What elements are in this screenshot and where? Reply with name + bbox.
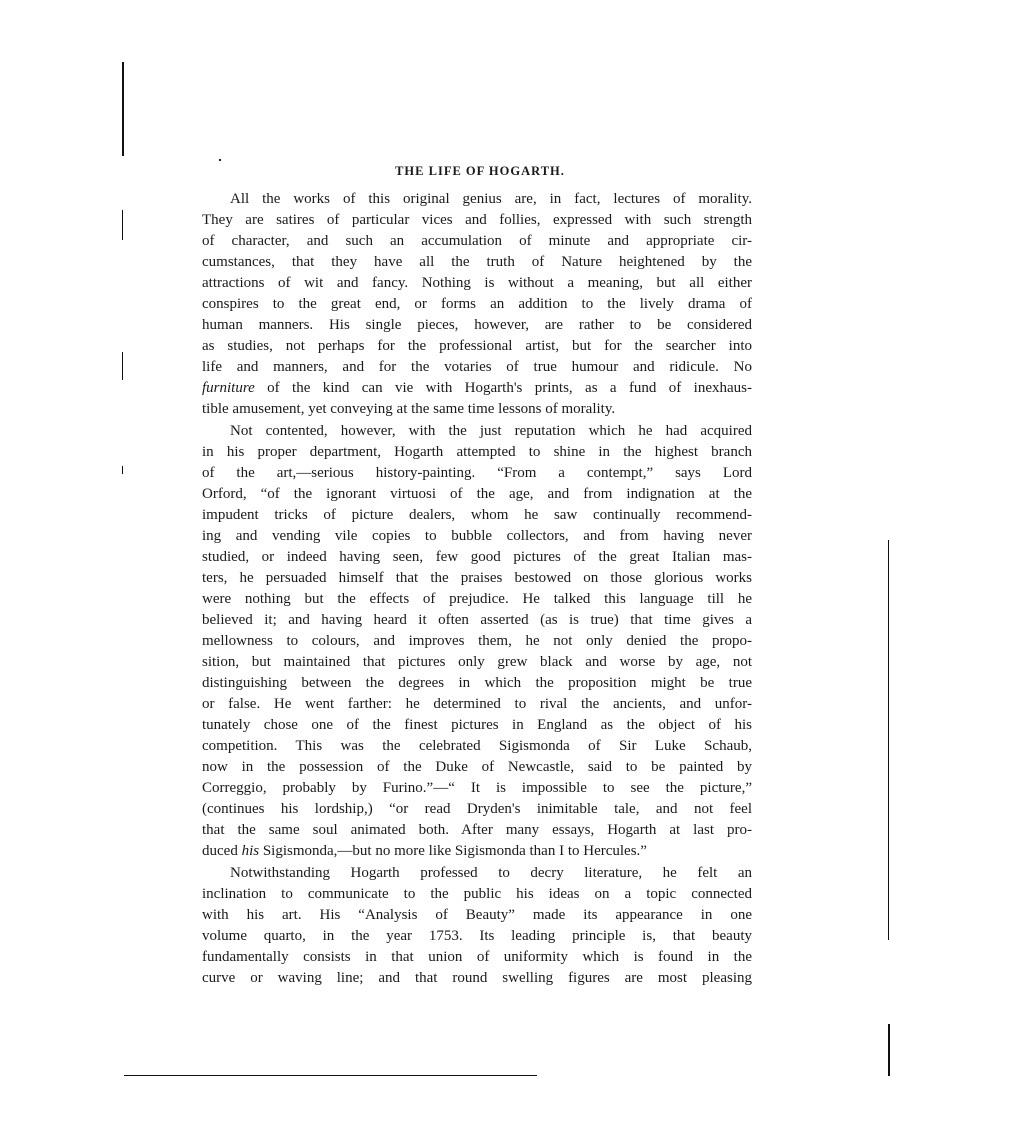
text-line: of character, and such an accumulation of minute and appropriate cir-	[202, 233, 752, 249]
text-line: impudent tricks of picture dealers, whom he saw continually recommend-	[202, 507, 752, 523]
text-run: of the kind can vie with Hogarth's prints, as a fund of inexhaus-	[254, 380, 752, 396]
text-line: in his proper department, Hogarth attempted to shine in the highest branch	[202, 444, 752, 460]
text-line: competition. This was the celebrated Sigismonda of Sir Luke Schaub,	[202, 738, 752, 754]
text-line: as studies, not perhaps for the professional artist, but for the searcher into	[202, 338, 752, 354]
text-line: life and manners, and for the votaries of true humour and ridicule. No	[202, 359, 752, 375]
text-run: Sigismonda,—but no more like Sigismonda than I to Hercules.”	[259, 843, 647, 859]
ink-speck	[219, 159, 221, 161]
text-line: They are satires of particular vices and follies, expressed with such strength	[202, 212, 752, 228]
body-text	[202, 189, 752, 989]
text-line: tunately chose one of the finest pictures in England as the object of his	[202, 717, 752, 733]
scan-edge-line	[122, 352, 123, 380]
text-line: volume quarto, in the year 1753. Its leading principle is, that beauty	[202, 928, 752, 944]
scan-edge-line	[888, 1024, 890, 1076]
text-line: Orford, “of the ignorant virtuosi of the age, and from indignation at the	[202, 486, 752, 502]
paragraph	[202, 189, 752, 420]
text-line: or false. He went farther: he determined to rival the ancients, and unfor-	[202, 696, 752, 712]
text-line: inclination to communicate to the public his ideas on a topic connected	[202, 886, 752, 902]
text-line: ing and vending vile copies to bubble collectors, and from having never	[202, 528, 752, 544]
italic-word: his	[241, 843, 260, 859]
text-line: distinguishing between the degrees in which the proposition might be true	[202, 675, 752, 691]
text-line	[202, 378, 752, 399]
text-line: curve or waving line; and that round swelling figures are most pleasing	[202, 970, 752, 986]
text-line: cumstances, that they have all the truth of Nature heightened by the	[202, 254, 752, 270]
text-line: believed it; and having heard it often asserted (as is true) that time gives a	[202, 612, 752, 628]
text-line: with his art. His “Analysis of Beauty” made its appearance in one	[202, 907, 752, 923]
scan-edge-line	[122, 62, 124, 156]
text-line: of the art,—serious history-painting. “From a contempt,” says Lord	[202, 465, 752, 481]
scan-edge-line	[888, 540, 889, 940]
text-line: Notwithstanding Hogarth professed to decry literature, he felt an	[230, 865, 752, 881]
text-line: human manners. His single pieces, however, are rather to be considered	[202, 317, 752, 333]
text-line: fundamentally consists in that union of uniformity which is found in the	[202, 949, 752, 965]
text-line: ters, he persuaded himself that the praises bestowed on those glorious works	[202, 570, 752, 586]
text-line: conspires to the great end, or forms an addition to the lively drama of	[202, 296, 752, 312]
text-line: sition, but maintained that pictures only grew black and worse by age, not	[202, 654, 752, 670]
paragraph	[202, 863, 752, 989]
text-line: mellowness to colours, and improves them, he not only denied the propo-	[202, 633, 752, 649]
text-line: studied, or indeed having seen, few good pictures of the great Italian mas-	[202, 549, 752, 565]
text-line: Not contented, however, with the just reputation which he had acquired	[230, 423, 752, 439]
scan-edge-line	[124, 1075, 537, 1076]
text-line: (continues his lordship,) “or read Dryden's inimitable tale, and not feel	[202, 801, 752, 817]
scan-edge-line	[122, 210, 123, 240]
text-line: were nothing but the effects of prejudice. He talked this language till he	[202, 591, 752, 607]
text-line: now in the possession of the Duke of Newcastle, said to be painted by	[202, 759, 752, 775]
text-line: that the same soul animated both. After many essays, Hogarth at last pro-	[202, 822, 752, 838]
paragraph	[202, 421, 752, 862]
italic-word: furniture	[202, 380, 255, 396]
text-line: attractions of wit and fancy. Nothing is without a meaning, but all either	[202, 275, 752, 291]
text-run: duced	[202, 843, 242, 859]
scan-edge-line	[122, 466, 123, 474]
running-head: THE LIFE OF HOGARTH.	[395, 164, 565, 178]
text-line: tible amusement, yet conveying at the same time lessons of morality.	[202, 401, 616, 417]
text-line: All the works of this original genius are, in fact, lectures of morality.	[230, 191, 752, 207]
text-line: Correggio, probably by Furino.”—“ It is impossible to see the picture,”	[202, 780, 752, 796]
text-line	[202, 841, 752, 862]
